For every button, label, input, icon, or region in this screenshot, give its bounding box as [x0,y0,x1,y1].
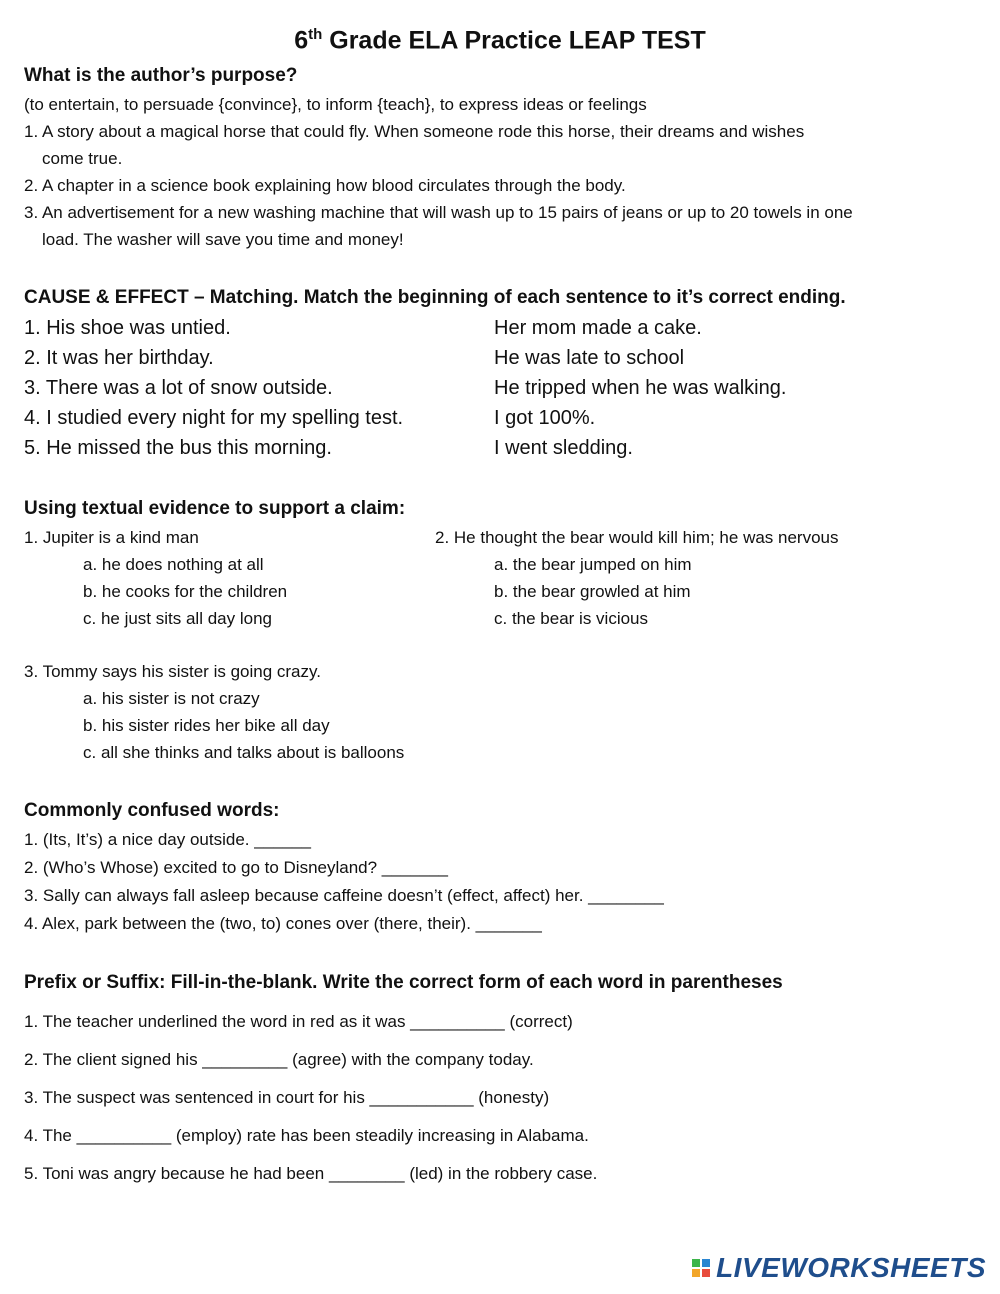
title-rest: Grade ELA Practice LEAP TEST [322,26,706,55]
evidence-q2-a: a. the bear jumped on him [494,555,692,574]
logo-icon [692,1259,710,1277]
title-grade: 6 [294,26,309,55]
title-sup: th [308,26,323,43]
confused-item-1: 1. (Its, It’s) a nice day outside. ______ [24,830,311,849]
evidence-q1-b: b. he cooks for the children [83,582,288,601]
confused-item-4: 4. Alex, park between the (two, to) cones over (there, their). _______ [24,914,542,933]
cause-left-5: 5. He missed the bus this morning. [24,437,332,459]
purpose-item-3: 3. An advertisement for a new washing machine that will wash up to 15 pairs of jeans or up to 20 towels in one [24,203,853,222]
page-title [0,26,1000,55]
evidence-q1-c: c. he just sits all day long [83,609,272,628]
purpose-item-3-cont: load. The washer will save you time and money! [42,230,404,249]
confused-heading: Commonly confused words: [24,800,280,821]
evidence-q1-a: a. he does nothing at all [83,555,264,574]
prefix-item-4: 4. The __________ (employ) rate has been steadily increasing in Alabama. [24,1126,589,1145]
confused-item-3: 3. Sally can always fall asleep because caffeine doesn’t (effect, affect) her. ________ [24,886,664,905]
purpose-note: (to entertain, to persuade {convince}, to inform {teach}, to express ideas or feelings [24,95,647,114]
evidence-q2-b: b. the bear growled at him [494,582,691,601]
cause-right-2: He was late to school [494,347,685,369]
purpose-item-1-cont: come true. [42,149,123,168]
cause-right-4: I got 100%. [494,407,596,429]
prefix-item-1: 1. The teacher underlined the word in red as it was __________ (correct) [24,1012,573,1031]
cause-right-5: I went sledding. [494,437,633,459]
evidence-heading: Using textual evidence to support a claim: [24,498,406,519]
evidence-q3: 3. Tommy says his sister is going crazy. [24,662,321,681]
evidence-q3-b: b. his sister rides her bike all day [83,716,330,735]
prefix-item-2: 2. The client signed his _________ (agree) with the company today. [24,1050,534,1069]
cause-left-4: 4. I studied every night for my spelling test. [24,407,404,429]
cause-heading: CAUSE & EFFECT – Matching. Match the beginning of each sentence to it’s correct ending. [24,287,846,308]
evidence-q1: 1. Jupiter is a kind man [24,528,199,547]
evidence-q3-a: a. his sister is not crazy [83,689,260,708]
purpose-heading: What is the author’s purpose? [24,65,298,86]
evidence-q2-c: c. the bear is vicious [494,609,649,628]
liveworksheets-logo [692,1252,986,1284]
cause-left-1: 1. His shoe was untied. [24,317,231,339]
evidence-q2: 2. He thought the bear would kill him; he was nervous [435,528,839,547]
cause-left-2: 2. It was her birthday. [24,347,214,369]
evidence-q3-c: c. all she thinks and talks about is balloons [83,743,405,762]
confused-item-2: 2. (Who’s Whose) excited to go to Disneyland? _______ [24,858,448,877]
prefix-heading: Prefix or Suffix: Fill-in-the-blank. Write the correct form of each word in parentheses [24,972,783,993]
prefix-item-5: 5. Toni was angry because he had been ________ (led) in the robbery case. [24,1164,598,1183]
purpose-item-1: 1. A story about a magical horse that could fly. When someone rode this horse, their dreams and wishes [24,122,805,141]
cause-right-1: Her mom made a cake. [494,317,702,339]
purpose-item-2: 2. A chapter in a science book explaining how blood circulates through the body. [24,176,626,195]
prefix-item-3: 3. The suspect was sentenced in court for his ___________ (honesty) [24,1088,550,1107]
cause-right-3: He tripped when he was walking. [494,377,787,399]
logo-text: LIVEWORKSHEETS [716,1252,986,1283]
cause-left-3: 3. There was a lot of snow outside. [24,377,333,399]
